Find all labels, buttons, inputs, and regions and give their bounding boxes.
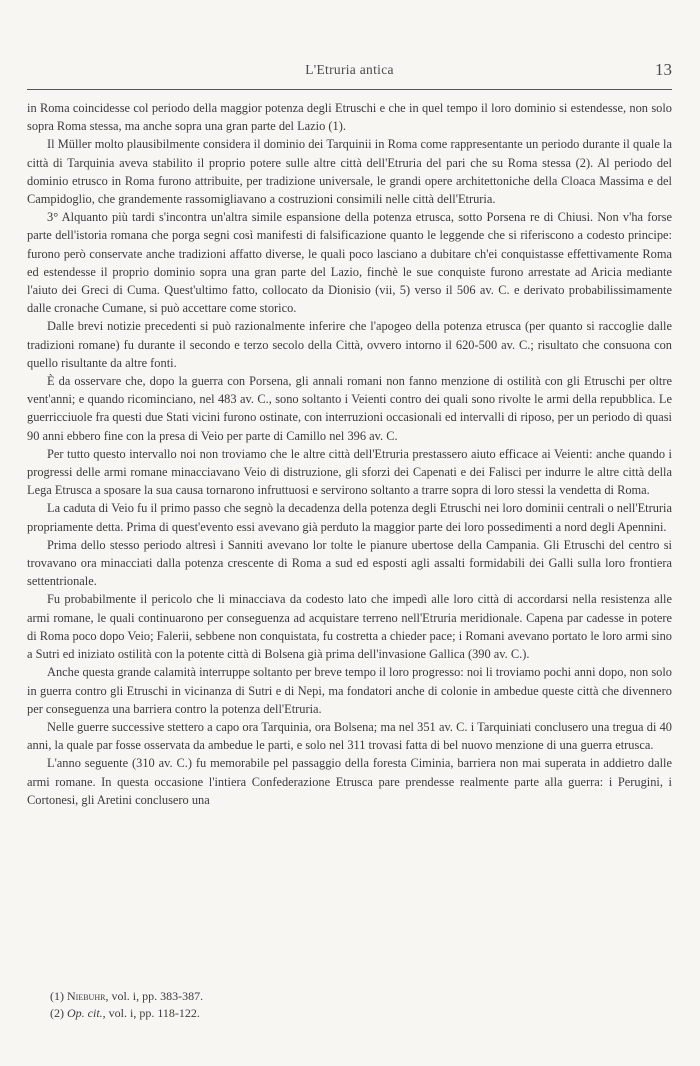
paragraph: È da osservare che, dopo la guerra con Porsena, gli annali romani non fanno menzione di ostilità con gli Etruschi per oltre vent'anni; e quando ricominciano, nel 483 av. C., sono soltanto i Veienti contro dei quali sono rivolte le armi della repubblica. Le guerricciuole fra questi due Stati vicini furono ostinate, con interruzioni occasionali ed intervalli di riposo, per un periodo di quasi 90 anni ebbero fine con la presa di Veio per parte di Camillo nel 396 av. C.: [27, 374, 672, 443]
footnote-ref: , vol. i, pp. 383-387.: [105, 989, 204, 1003]
paragraph: Per tutto questo intervallo noi non troviamo che le altre città dell'Etruria prestassero aiuto efficace ai Veienti: anche quando i progressi delle armi romane minacciavano Veio di distruzione, gli sforzi dei Capenati e dei Falisci per indurre le altre città della Lega Etrusca a sposare la sua causa tornarono infruttuosi e servirono soltanto a trarre sopra di loro stessi la vendetta di Roma.: [27, 446, 672, 498]
header-rule: [27, 89, 672, 90]
footnote: [50, 988, 650, 1005]
paragraph: L'anno seguente (310 av. C.) fu memorabile pel passaggio della foresta Ciminia, barriera non mai superata in addietro dalle armi romane. In questa occasione l'intiera Confederazione Etrusca pare prendesse realmente parte alla guerra: i Perugini, i Cortonesi, gli Aretini conclusero una: [27, 756, 672, 807]
paragraph: in Roma coincidesse col periodo della maggior potenza degli Etruschi e che in quel tempo il loro dominio si estendesse, non solo sopra Roma stessa, ma anche sopra una gran parte del Lazio (1).: [27, 101, 672, 134]
paragraph: Il Müller molto plausibilmente considera il dominio dei Tarquinii in Roma come rappresentante un periodo durante il quale la città di Tarquinia aveva stabilito il proprio potere sulle altre città dell'Etruria del pari che su Roma stessa (2). Al periodo del dominio etrusco in Roma furono attribuite, per tradizione universale, le grandi opere architettoniche della Cloaca Massima e del Campidoglio, che grandemente rassomigliavano a costruzioni consimili nelle città dell'Etruria.: [27, 137, 672, 207]
running-head: [27, 62, 672, 84]
footnote-mark: (1): [50, 989, 64, 1003]
paragraph: Prima dello stesso periodo altresì i Sanniti avevano lor tolte le pianure ubertose della Campania. Gli Etruschi del centro si trovavano ora minacciati dalla potenza crescente di Roma a sud ed esposti agli assalti formidabili dei Galli sulla loro frontiera settentrionale.: [27, 537, 672, 589]
footnotes: [50, 988, 650, 1022]
paragraph: Anche questa grande calamità interruppe soltanto per breve tempo il loro progresso: noi li troviamo pochi anni dopo, non solo in guerra contro gli Etruschi in vicinanza di Sutri e di Nepi, ma fondatori anche di colonie in ambedue queste città che divennero per conseguenza una barriera contro la potenza dell'Etruria.: [27, 665, 672, 716]
footnote-author: Niebuhr: [67, 989, 106, 1003]
body-text: [27, 99, 672, 809]
footnote-ref: , vol. i, pp. 118-122.: [102, 1006, 200, 1020]
footnote-mark: (2): [50, 1006, 64, 1020]
page-number: 13: [655, 60, 672, 79]
footnote-author: Op. cit.: [67, 1006, 103, 1020]
paragraph: 3° Alquanto più tardi s'incontra un'altra simile espansione della potenza etrusca, sotto Porsena re di Chiusi. Non v'ha forse parte dell'istoria romana che porga segni così manifesti di falsificazione quanto le leggende che si riferiscono a codesto principe: furono però conservate anche tradizioni affatto diverse, le quali poco lasciano a dubitare ch'ei conquistasse effettivamente Roma ed estendesse il proprio dominio sopra una gran parte del Lazio, finchè le sue conquiste furono arrestate ad Aricia mediante l'aiuto dei Greci di Cuma. Quest'ultimo fatto, collocato da Dionisio (vii, 5) verso il 506 av. C. e derivato probabilissimamente dalle cronache Cumane, si può accettare come storico.: [27, 210, 672, 316]
paragraph: La caduta di Veio fu il primo passo che segnò la decadenza della potenza degli Etruschi nei loro dominii centrali o nell'Etruria propriamente detta. Prima di quest'evento essi avevano già perduto la maggior parte dei loro possedimenti a nord degli Apennini.: [27, 501, 672, 534]
footnote: [50, 1005, 650, 1022]
paragraph: Fu probabilmente il pericolo che li minacciava da codesto lato che impedì alle loro città di accordarsi nella resistenza alle armi romane, le quali continuarono per conseguenza ad acquistare terreno nell'Etruria meridionale. Capena par cadesse in potere di Roma poco dopo Veio; Falerii, sebbene non conquistata, fu costretta a chieder pace; i Romani avevano portato le loro armi sino a Sutri ed iniziato ostilità con la potente città di Bolsena già prima dell'invasione Gallica (390 av. C.).: [27, 592, 672, 662]
running-title: L'Etruria antica: [305, 62, 394, 77]
paragraph: Nelle guerre successive stettero a capo ora Tarquinia, ora Bolsena; ma nel 351 av. C. i Tarquiniati conclusero una tregua di 40 anni, la quale par fosse osservata da ambedue le parti, e solo nel 311 trovasi fatta di bel nuovo menzione di una guerra etrusca.: [27, 719, 672, 753]
paragraph: Dalle brevi notizie precedenti si può razionalmente inferire che l'apogeo della potenza etrusca (per quanto si raccoglie dalle tradizioni romane) fu durante il secondo e terzo secolo della Città, ovvero intorno il 620-500 av. C.; risultato che consuona con quello risultante da altre fonti.: [27, 319, 672, 370]
